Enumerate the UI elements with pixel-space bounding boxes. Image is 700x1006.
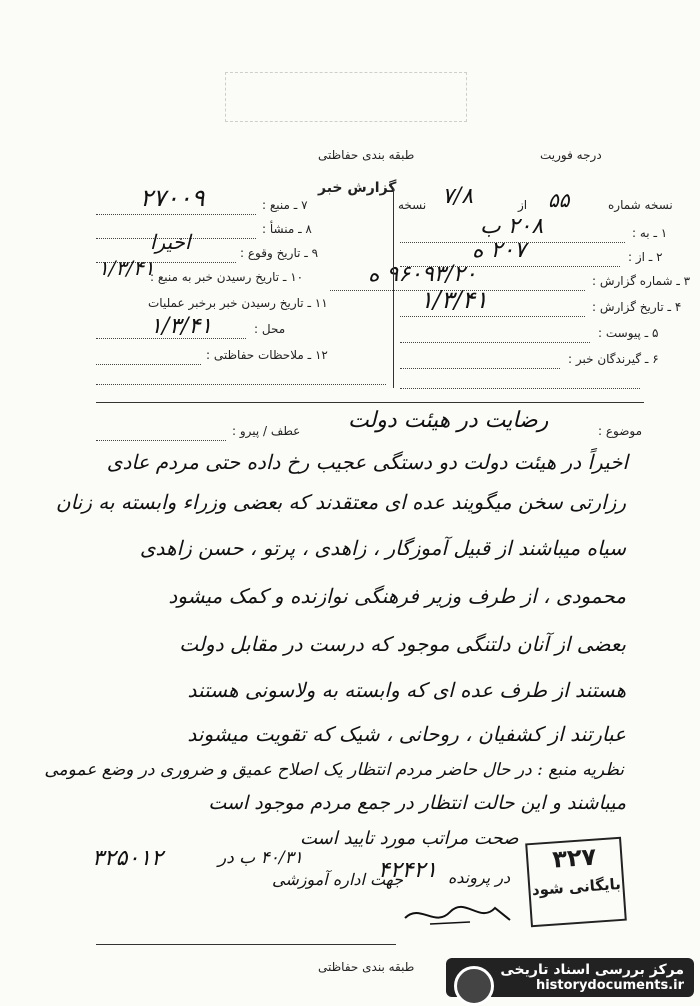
copy-number-label: نسخه شماره	[608, 198, 673, 212]
to-label: ۱ ـ به :	[632, 226, 668, 240]
remarks-dotted-line-2	[96, 384, 386, 385]
recipients-label: ۶ ـ گیرندگان خبر :	[568, 352, 659, 366]
from-label: ۲ ـ از :	[628, 250, 663, 264]
reference-dotted-line	[96, 440, 226, 441]
column-divider	[393, 188, 394, 388]
recipients-dotted-line	[400, 368, 560, 369]
body-line: میباشند و این حالت انتظار در جمع مردم موجود است	[208, 792, 626, 814]
body-line: سیاه میباشند از قبیل آموزگار ، زاهدی ، پرتو ، حسن زاهدی	[139, 536, 626, 560]
subject-value: رضایت در هیئت دولت	[348, 408, 549, 433]
report-number-value: ۹۶۰۹۳/۲۰ ه	[368, 262, 477, 287]
archive-file-note: در پرونده	[448, 868, 511, 887]
copy-number-value: ۵۵	[548, 188, 570, 212]
left-reference-number: ۳۲۵۰۱۲	[92, 846, 163, 871]
middle-reference-number: ۴۲۴۲۱	[378, 858, 438, 883]
source-value: ۲۷۰۰۹	[140, 184, 205, 212]
received-ops-label: ۱۱ ـ تاریخ رسیدن خبر برخبر عملیات	[148, 296, 328, 310]
middle-reference-note: جهت اداره آموزشی	[272, 870, 404, 889]
report-number-label: ۳ ـ شماره گزارش :	[592, 274, 691, 288]
body-line: اخیراً در هیئت دولت دو دستگی عجیب رخ داده حتی مردم عادی	[106, 450, 628, 474]
attachment-label: ۵ ـ پیوست :	[598, 326, 659, 340]
to-value: ۲۰۸ ب	[480, 214, 544, 239]
from-value: ۲۰۷ ه	[472, 238, 526, 263]
watermark-banner	[446, 958, 694, 997]
left-reference-note: ۴۰/۳۱ ب در	[218, 848, 303, 868]
copy-of-value: ۷/۸	[442, 184, 474, 209]
event-date-value: اخیرا	[150, 230, 191, 254]
body-line: هستند از طرف عده ای که وابسته به ولاسونی هستند	[187, 678, 626, 702]
recipients-dotted-line-2	[400, 388, 640, 389]
footer-classification-label: طبقه بندی حفاظتی	[318, 960, 415, 974]
archive-logo-icon	[454, 966, 494, 1006]
event-date-label: ۹ ـ تاریخ وقوع :	[240, 246, 319, 260]
attachment-dotted-line	[400, 342, 590, 343]
source-label: ۷ ـ منبع :	[262, 198, 308, 212]
received-source-label: ۱۰ ـ تاریخ رسیدن خبر به منبع :	[150, 270, 304, 284]
footer-rule	[96, 944, 396, 945]
body-line: نظریه منبع : در حال حاضر مردم انتظار یک اصلاح عمیق و ضروری در وضع عمومی	[44, 760, 624, 780]
subject-label: موضوع :	[598, 424, 643, 438]
subject-top-rule	[96, 402, 644, 403]
received-source-value: ۱/۳/۴۱	[98, 256, 155, 280]
top-stamp	[225, 72, 467, 122]
location-label: محل :	[254, 322, 286, 336]
verification-note: صحت مراتب مورد تایید است	[300, 828, 519, 849]
copy-of-label: از	[518, 198, 528, 212]
watermark-title: مرکز بررسی اسناد تاریخی	[500, 962, 684, 978]
remarks-label: ۱۲ ـ ملاحظات حفاظتی :	[206, 348, 328, 362]
body-line: محمودی ، از طرف وزیر فرهنگی نوازنده و کمک میشود	[168, 584, 626, 608]
archive-stamp-number: ۳۲۷	[551, 842, 598, 874]
location-value: ۱/۳/۴۱	[150, 314, 213, 339]
priority-label: درجه فوریت	[540, 148, 602, 162]
watermark-url: historydocuments.ir	[535, 978, 684, 993]
classification-label: طبقه بندی حفاظتی	[318, 148, 415, 162]
source-dotted-line	[96, 214, 256, 215]
remarks-dotted-line	[96, 364, 201, 365]
report-date-value: ۱/۳/۴۱	[420, 286, 488, 314]
body-line: رزارتی سخن میگویند عده ای معتقدند که بعضی وزراء وابسته به زنان	[55, 490, 626, 514]
report-date-dotted-line	[400, 316, 585, 317]
signature	[400, 898, 520, 932]
body-line: عبارتند از کشفیان ، روحانی ، شیک که تقویت میشوند	[187, 722, 626, 746]
form-title: گزارش خبر	[318, 180, 397, 196]
copy-suffix-label: نسخه	[398, 198, 427, 212]
archive-stamp-label: بایگانی شود	[531, 874, 622, 900]
archive-stamp	[525, 837, 627, 927]
body-line: بعضی از آنان دلتنگی موجود که درست در مقابل دولت	[179, 632, 626, 656]
reference-label: عطف / پیرو :	[232, 424, 301, 438]
origin-label: ۸ ـ منشأ :	[262, 222, 312, 236]
report-date-label: ۴ ـ تاریخ گزارش :	[592, 300, 682, 314]
